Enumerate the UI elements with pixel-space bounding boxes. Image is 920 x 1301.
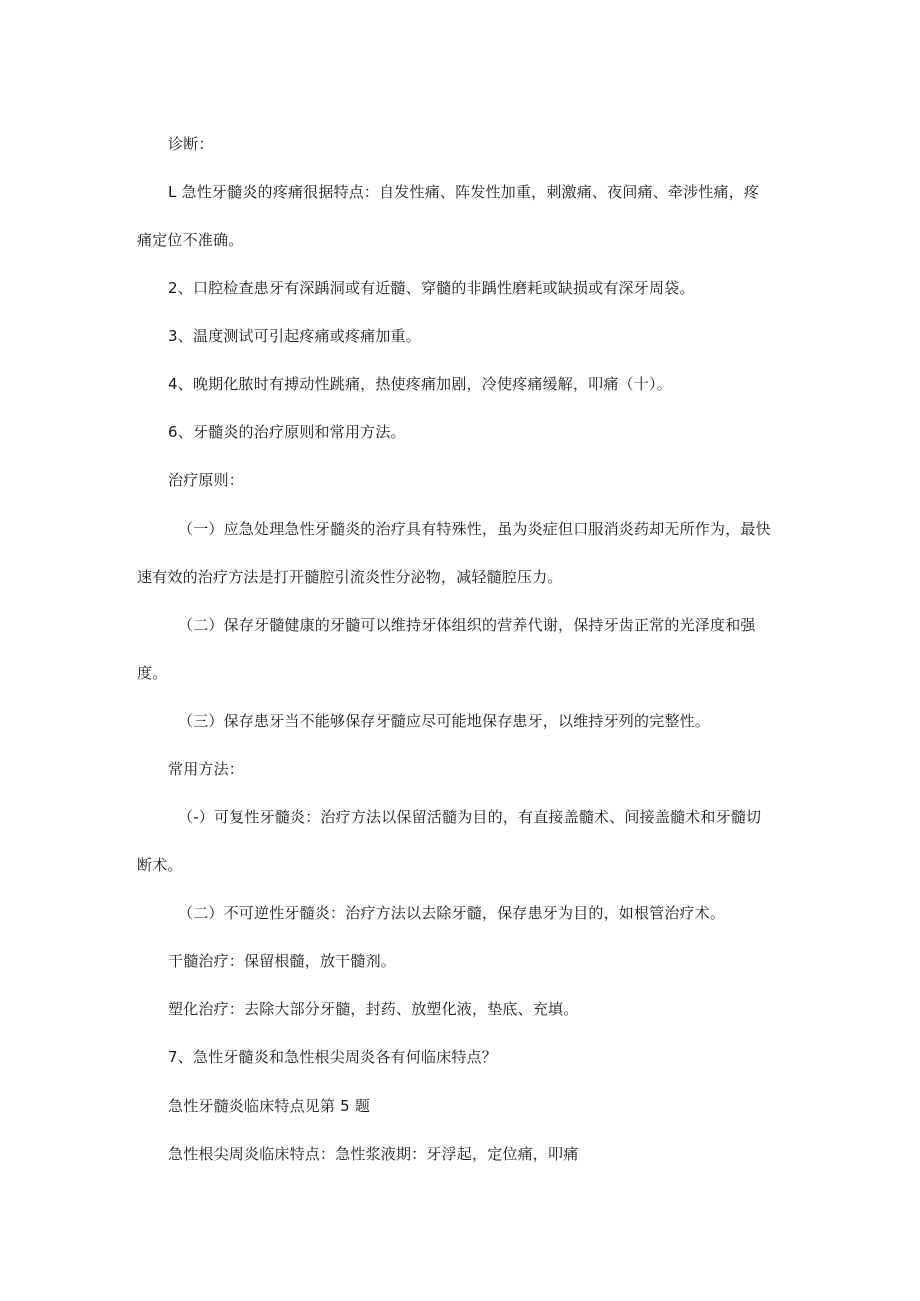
paragraph-line: 干髓治疗：保留根髓，放干髓剂。 — [168, 952, 397, 970]
paragraph-line: L 急性牙髓炎的疼痛很据特点：自发性痛、阵发性加重，刺激痛、夜间痛、牵涉性痛，疼 — [168, 183, 760, 201]
paragraph-line: 4、晚期化脓时有搏动性跳痛，热使疼痛加剧，冷使疼痛缓解，叩痛（十）。 — [168, 375, 672, 393]
paragraph-line: （二）不可逆性牙髓炎：治疗方法以去除牙髓，保存患牙为目的，如根管治疗术。 — [178, 904, 726, 922]
paragraph-line: 急性根尖周炎临床特点：急性浆液期：牙浮起，定位痛，叩痛 — [168, 1145, 579, 1163]
heading-treatment-principles: 治疗原则： — [168, 471, 245, 489]
paragraph-line: （三）保存患牙当不能够保存牙髓应尽可能地保存患牙，以维持牙列的完整性。 — [178, 712, 711, 730]
paragraph-line: 痛定位不准确。 — [137, 231, 244, 249]
paragraph-line: 2、口腔检查患牙有深踽洞或有近髓、穿髓的非踽性磨耗或缺损或有深牙周袋。 — [168, 279, 695, 297]
paragraph-line: 塑化治疗：去除大部分牙髓，封药、放塑化液，垫底、充填。 — [168, 1000, 579, 1018]
paragraph-line: 断术。 — [137, 856, 183, 874]
question-heading: 7、急性牙髓炎和急性根尖周炎各有何临床特点？ — [168, 1048, 497, 1066]
paragraph-line: （二）保存牙髓健康的牙髓可以维持牙体组织的营养代谢，保持牙齿正常的光泽度和强 — [178, 616, 756, 634]
paragraph-line: （-）可复性牙髓炎：治疗方法以保留活髓为目的，有直接盖髓术、间接盖髓术和牙髓切 — [178, 808, 762, 826]
paragraph-line: （一）应急处理急性牙髓炎的治疗具有特殊性，虽为炎症但口服消炎药却无所作为，最快 — [178, 520, 771, 538]
heading-common-methods: 常用方法： — [168, 760, 245, 778]
paragraph-line: 速有效的治疗方法是打开髓腔引流炎性分泌物，减轻髓腔压力。 — [137, 568, 563, 586]
paragraph-line: 急性牙髓炎临床特点见第 5 题 — [168, 1097, 371, 1115]
paragraph-line: 度。 — [137, 664, 168, 682]
heading-diagnosis: 诊断： — [168, 135, 214, 153]
paragraph-line: 3、温度测试可引起疼痛或疼痛加重。 — [168, 327, 421, 345]
paragraph-line: 6、牙髓炎的治疗原则和常用方法。 — [168, 423, 406, 441]
